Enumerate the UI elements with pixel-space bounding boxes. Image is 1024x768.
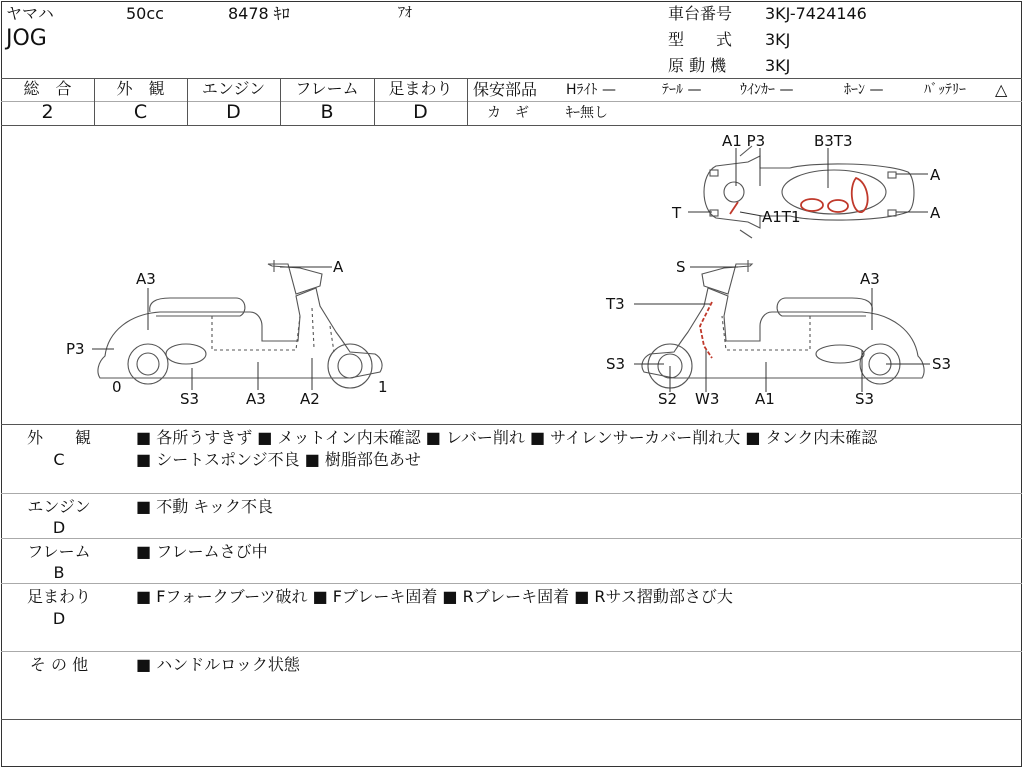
right-body-outline	[642, 288, 924, 378]
safety-taillight: ﾃｰﾙ —	[662, 82, 702, 98]
left-body-outline	[98, 288, 382, 378]
section-engine-line-1: ■ 不動 キック不良	[136, 497, 273, 516]
safety-horn: ﾎｰﾝ —	[844, 82, 884, 98]
right-handlebar	[702, 264, 752, 294]
safety-headlight: Hﾗｲﾄ —	[566, 82, 616, 98]
label-left-one: 1	[378, 378, 388, 396]
frame-no: 3KJ-7424146	[765, 4, 867, 23]
engine-grade-label: エンジン	[201, 79, 266, 98]
grade-divider	[467, 78, 468, 125]
key-label: カ ギ	[487, 105, 529, 121]
label-right-s2: S2	[658, 390, 678, 408]
label-left-zero: 0	[112, 378, 122, 396]
label-top-a1t1: A1T1	[762, 208, 801, 226]
suspension-grade-label: 足まわり	[388, 79, 453, 98]
section-exterior-grade: C	[53, 450, 65, 469]
label-right-s3-left: S3	[606, 355, 626, 373]
label-left-a-top: A	[333, 258, 344, 276]
type-value: 3KJ	[765, 30, 791, 49]
safety-label: 保安部品	[473, 80, 538, 99]
label-left-p3: P3	[66, 340, 85, 358]
right-muffler	[816, 345, 864, 363]
section-engine-grade: D	[52, 518, 66, 537]
color: ｱｵ	[398, 5, 412, 21]
left-front-wheel	[328, 344, 372, 388]
section-suspension-line-1: ■ Fフォークブーツ破れ ■ Fブレーキ固着 ■ Rブレーキ固着 ■ Rサス摺動部さび大	[136, 587, 733, 606]
left-muffler	[166, 344, 206, 364]
exterior-label: 外 観	[116, 79, 165, 98]
notes-rule	[1, 493, 1022, 494]
frame-grade: B	[320, 101, 334, 123]
label-left-a3-top: A3	[136, 270, 156, 288]
section-frame-line-1: ■ フレームさび中	[136, 542, 268, 561]
section-exterior-label: 外 観	[26, 428, 91, 447]
section-other-line-1: ■ ハンドルロック状態	[136, 655, 300, 674]
damage-diagram	[0, 126, 1024, 424]
label-top-a1p3: A1 P3	[722, 132, 766, 150]
label-right-s3-bottom: S3	[855, 390, 875, 408]
safety-battery: ﾊﾞｯﾃﾘｰ	[924, 82, 966, 98]
model-name: JOG	[6, 26, 47, 51]
key-value: ｷｰ無し	[566, 105, 608, 121]
engine-label: 原 動 機	[668, 56, 727, 75]
safety-winker: ｳｲﾝｶｰ —	[740, 82, 794, 98]
left-seat	[150, 298, 245, 316]
section-exterior-line-1: ■ 各所うすきず ■ メットイン内未確認 ■ レバー削れ ■ サイレンサーカバー削れ大 ■ タンク内未確認	[136, 428, 878, 447]
label-top-t: T	[672, 204, 682, 222]
left-floor-dashes	[212, 316, 300, 350]
overall-grade: 2	[41, 101, 54, 123]
section-engine-label: エンジン	[27, 497, 91, 516]
notes-rule	[1, 651, 1022, 652]
label-right-a3-top: A3	[860, 270, 880, 288]
battery-mark: △	[995, 80, 1008, 99]
section-suspension-grade: D	[52, 609, 66, 628]
section-frame-grade: B	[53, 563, 65, 582]
label-right-s-top: S	[676, 258, 686, 276]
engine-value: 3KJ	[765, 56, 791, 75]
notes-bottom-rule	[1, 719, 1022, 720]
section-exterior-line-2: ■ シートスポンジ不良 ■ 樹脂部色あせ	[136, 450, 421, 469]
label-left-s3: S3	[180, 390, 200, 408]
label-top-b3t3: B3T3	[814, 132, 853, 150]
type-label: 型 式	[668, 30, 733, 49]
notes-rule	[1, 538, 1022, 539]
left-handlebar	[268, 264, 322, 294]
label-right-a1: A1	[755, 390, 775, 408]
label-top-a-lower: A	[930, 204, 941, 222]
section-frame-label: フレーム	[27, 542, 91, 561]
suspension-grade: D	[413, 101, 428, 123]
label-left-a3-bottom: A3	[246, 390, 266, 408]
frame-grade-label: フレーム	[295, 79, 359, 98]
leader-lines	[92, 148, 930, 392]
label-right-t3: T3	[606, 295, 625, 313]
section-suspension-label: 足まわり	[26, 587, 91, 606]
label-right-s3-right: S3	[932, 355, 952, 373]
maker: ヤマハ	[6, 4, 54, 23]
displacement: 50cc	[126, 4, 164, 23]
mileage: 8478 ｷﾛ	[228, 4, 290, 23]
notes-rule	[1, 583, 1022, 584]
right-side-view	[642, 260, 924, 388]
frame-no-label: 車台番号	[668, 4, 733, 23]
right-seat	[777, 298, 872, 316]
overall-label: 総 合	[23, 79, 72, 98]
exterior-grade: C	[133, 101, 148, 123]
label-right-w3: W3	[695, 390, 720, 408]
label-top-a-upper: A	[930, 166, 941, 184]
label-left-a2: A2	[300, 390, 320, 408]
notes-top-rule	[1, 424, 1022, 425]
engine-grade: D	[226, 101, 241, 123]
safety-mid-rule	[467, 101, 1022, 102]
section-other-label: そ の 他	[29, 655, 89, 674]
